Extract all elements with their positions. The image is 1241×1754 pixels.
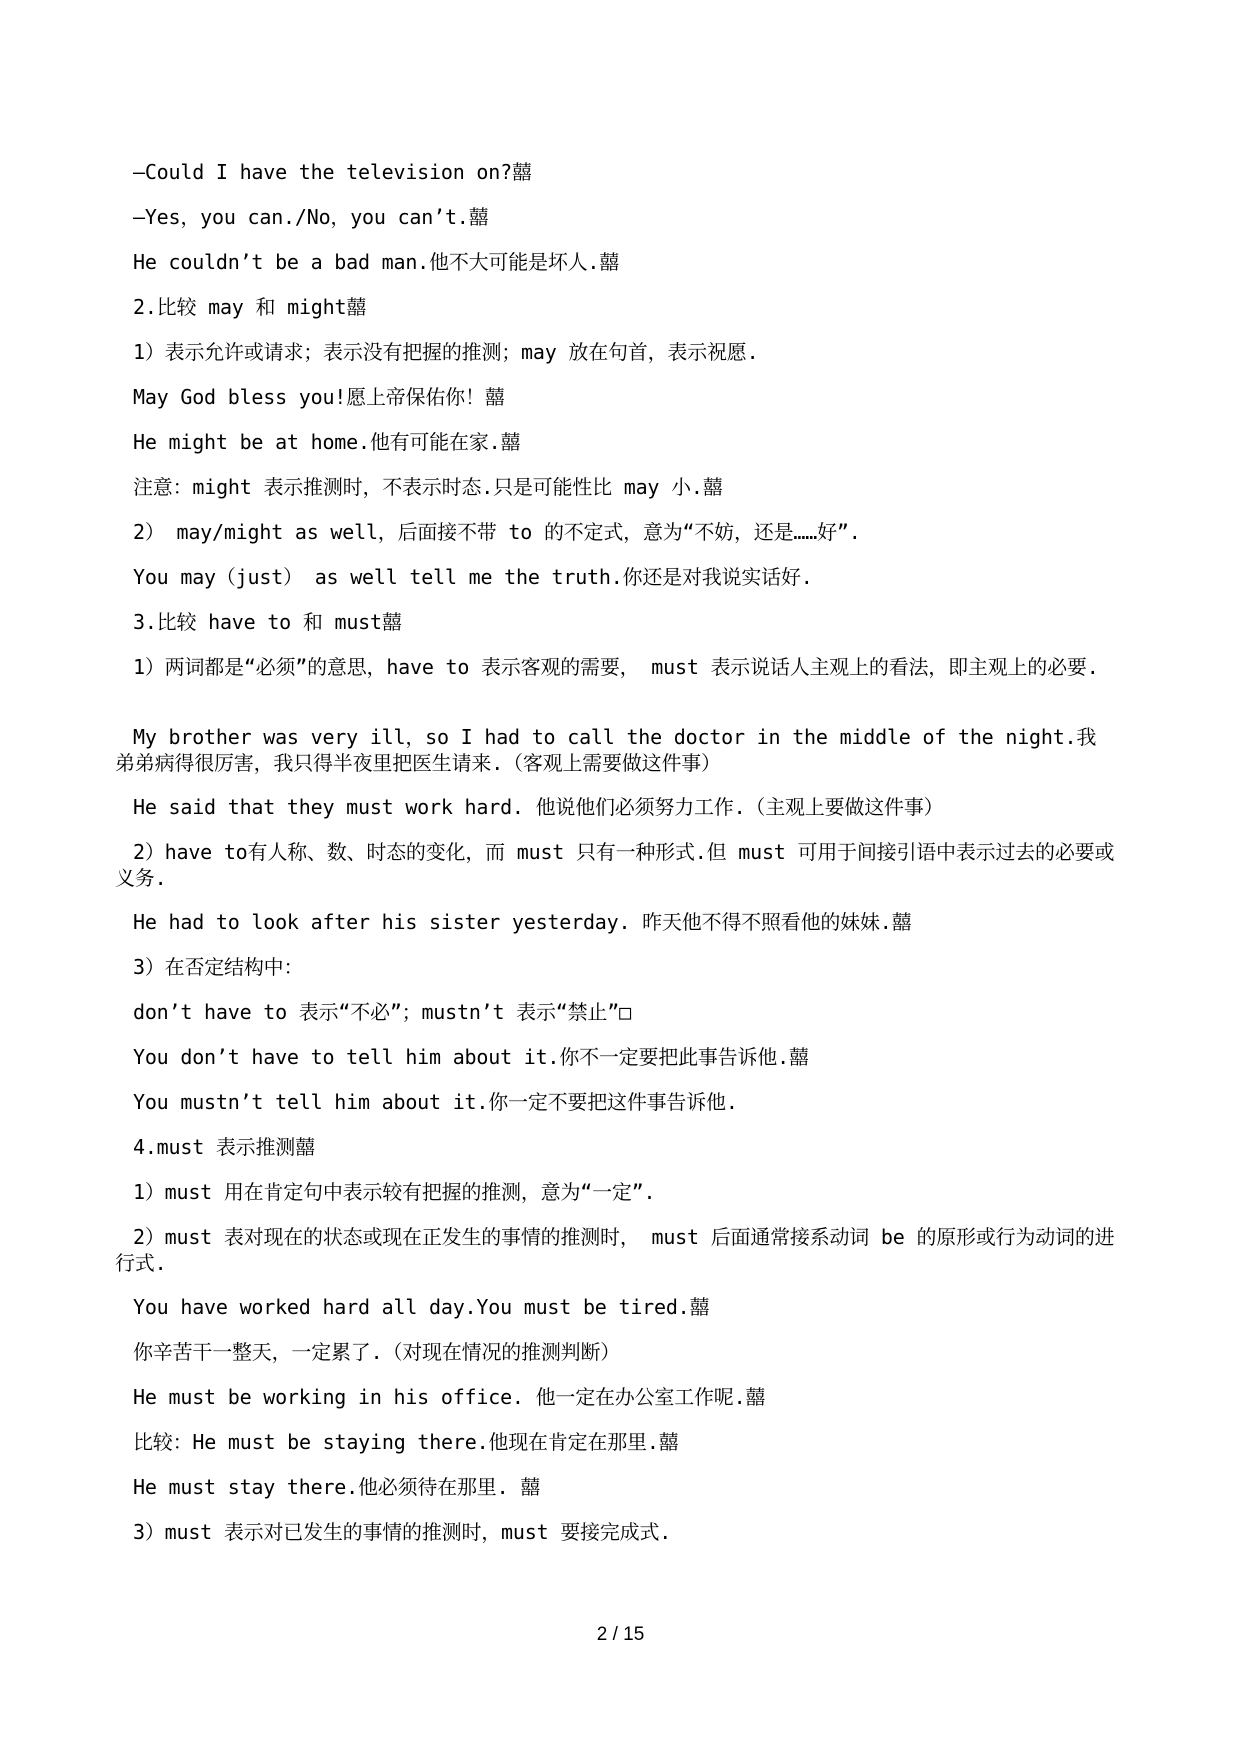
section-heading: 3.比较 have to 和 must囍: [133, 610, 402, 634]
text-line: don’t have to 表示“不必”；mustn’t 表示“禁止”□: [133, 1000, 631, 1024]
section-heading: 2.比较 may 和 might囍: [133, 295, 367, 319]
text-paragraph: 2）must 表对现在的状态或现在正发生的事情的推测时， must 后面通常接系动词 be 的原形或行为动词的进行式.: [115, 1225, 1115, 1275]
text-line: You have worked hard all day.You must be tired.囍: [133, 1295, 710, 1319]
text-line: He might be at home.他有可能在家.囍: [133, 430, 521, 454]
text-line: He must be working in his office. 他一定在办公室工作呢.囍: [133, 1385, 766, 1409]
text-line: 1）表示允许或请求；表示没有把握的推测；may 放在句首，表示祝愿.: [133, 340, 759, 364]
text-line: You mustn’t tell him about it.你一定不要把这件事告诉他.: [133, 1090, 738, 1114]
text-line: —Yes，you can./No，you can’t.囍: [133, 205, 489, 229]
page-number: 2 / 15: [596, 1624, 645, 1645]
text-line: 注意：might 表示推测时，不表示时态.只是可能性比 may 小.囍: [133, 475, 723, 499]
text-line: 2） may/might as well，后面接不带 to 的不定式，意为“不妨，还是……好”.: [133, 520, 861, 544]
text-line: May God bless you!愿上帝保佑你！囍: [133, 385, 505, 409]
text-paragraph: My brother was very ill，so I had to call the doctor in the middle of the night.我弟弟病得很厉害，我只得半夜里把医生请来.（客观上需要做这件事）: [115, 725, 1097, 775]
text-line: He must stay there.他必须待在那里. 囍: [133, 1475, 541, 1499]
section-heading: 4.must 表示推测囍: [133, 1135, 315, 1159]
text-line: You may（just） as well tell me the truth.你还是对我说实话好.: [133, 565, 813, 589]
text-line: He said that they must work hard. 他说他们必须努力工作.（主观上要做这件事）: [133, 795, 944, 819]
text-paragraph: 1）两词都是“必须”的意思，have to 表示客观的需要， must 表示说话人主观上的看法，即主观上的必要.: [133, 655, 1099, 679]
text-line: 3）在否定结构中：: [133, 955, 304, 979]
text-paragraph: 2）have to有人称、数、时态的变化，而 must 只有一种形式.但 must 可用于间接引语中表示过去的必要或义务.: [115, 840, 1115, 890]
text-line: He had to look after his sister yesterday. 昨天他不得不照看他的妹妹.囍: [133, 910, 912, 934]
text-line: 比较：He must be staying there.他现在肯定在那里.囍: [133, 1430, 679, 1454]
text-line: He couldn’t be a bad man.他不大可能是坏人.囍: [133, 250, 620, 274]
text-line: 你辛苦干一整天，一定累了.（对现在情况的推测判断）: [133, 1340, 621, 1364]
text-line: You don’t have to tell him about it.你不一定要把此事告诉他.囍: [133, 1045, 809, 1069]
text-line: 3）must 表示对已发生的事情的推测时，must 要接完成式.: [133, 1520, 672, 1544]
text-line: —Could I have the television on?囍: [133, 160, 532, 184]
text-line: 1）must 用在肯定句中表示较有把握的推测，意为“一定”.: [133, 1180, 656, 1204]
